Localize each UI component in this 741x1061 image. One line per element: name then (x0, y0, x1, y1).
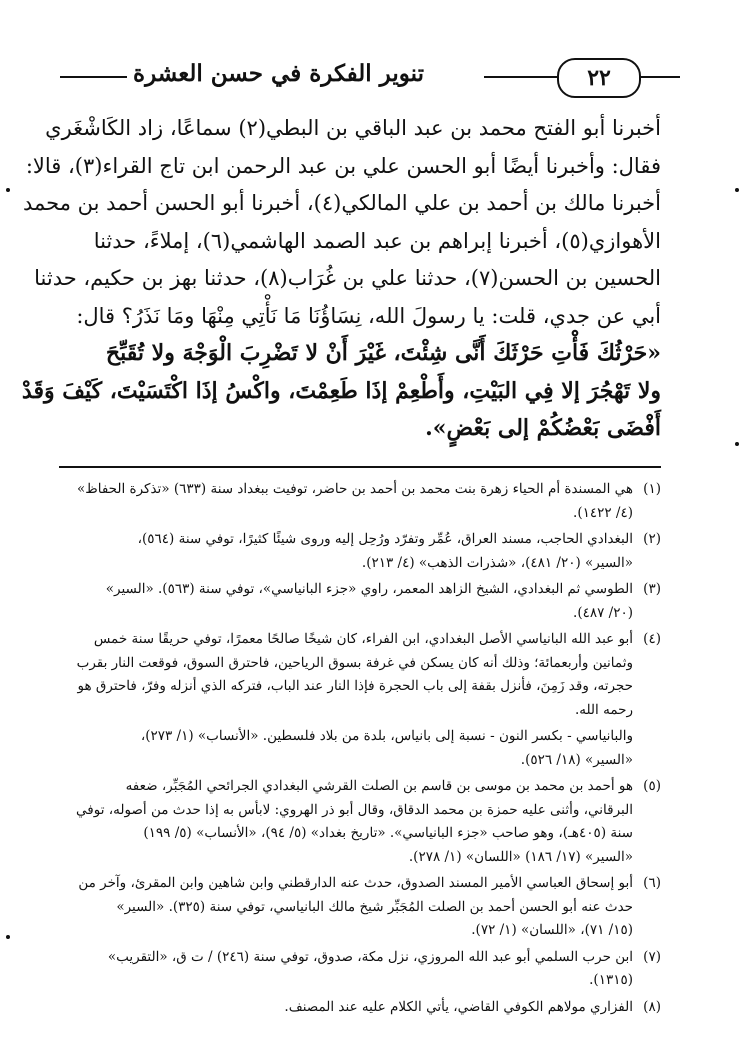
scan-mark (735, 442, 739, 446)
hadith-line: «حَرْثُكَ فَأْتِ حَرْثَكَ أَنَّى شِئْتَ، غَيْرَ أَنْ لا تَضْرِبَ الْوَجْهَ ولا تُقَبِّحَ (105, 340, 661, 366)
running-title: تنوير الفكرة في حسن العشرة (127, 60, 430, 87)
footnote (59, 872, 661, 943)
page-number-badge: ٢٢ (557, 58, 641, 98)
main-text (21, 110, 661, 448)
page-header (60, 52, 680, 100)
footnote-line: أبو عبد الله البانياسي الأصل البغدادي، ابن الفراء، كان شيخًا صالحًا معمرًا، توفي حريقًا سنة خمس (93, 631, 633, 647)
footnote-line: الطوسي ثم البغدادي، الشيخ الزاهد المعمر، راوي «جزء البانياسي»، توفي سنة (٥٦٣). «السير» (105, 581, 633, 597)
footnote-number: (٨) (643, 998, 661, 1015)
footnote-text (59, 946, 633, 993)
footnote-line: وثمانين وأربعمائة؛ وذلك أنه كان يسكن في غرفة بسوق الرياحين، فاحترق السوق، فوقعت النار بقرب (76, 654, 633, 671)
footnotes (59, 478, 661, 1022)
footnote (59, 628, 661, 722)
footnote-line: رحمه الله. (574, 701, 633, 718)
text-line: أبي عن جدي، قلت: يا رسولَ الله، نِسَاؤُنَا مَا نَأْتِي مِنْهَا ومَا نَذَرُ؟ قال: (76, 303, 661, 328)
footnote-text (59, 628, 633, 722)
footnote-line: حدث عنه أبو الحسن أحمد بن الصلت المُجَبِّر شيخ مالك البانياسي، توفي سنة (٣٢٥). «السير» (116, 898, 633, 915)
footnote (59, 478, 661, 525)
text-line: أخبرنا مالك بن أحمد بن علي المالكي(٤)، أخبرنا أبو الحسن أحمد بن محمد (23, 191, 661, 215)
footnote (59, 578, 661, 625)
footnote-separator (59, 466, 661, 468)
footnote-text (59, 578, 633, 625)
footnote-line: سنة (٤٠٥هـ)، وهو صاحب «جزء البانياسي». «تاريخ بغداد» (٥/ ٩٤)، «الأنساب» (٥/ ١٩٩) (143, 825, 633, 841)
footnote-line: هو أحمد بن محمد بن موسى بن قاسم بن الصلت القرشي البغدادي الجرائحي المُجَبِّر، ضعفه (125, 778, 633, 794)
footnote-line: هي المسندة أم الحياء زهرة بنت محمد بن أحمد بن حاضر، توفيت ببغداد سنة (٦٣٣) «تذكرة الحفاظ» (76, 481, 633, 497)
footnote-number: (١) (643, 481, 661, 497)
hadith-line: أَفْضَى بَعْضُكُمْ إلى بَعْضٍ». (425, 415, 661, 441)
footnote-number: (٣) (643, 581, 661, 597)
footnote-line: والبانياسي - بكسر النون - نسبة إلى بانياس، بلدة من بلاد فلسطين. «الأنساب» (١/ ٢٧٣)، (140, 728, 633, 744)
footnote-line: «السير» (١٨/ ٥٢٦). (520, 751, 633, 768)
scan-mark (735, 188, 739, 192)
scan-mark (6, 188, 10, 192)
footnote-line: «السير» (١٧/ ١٨٦) «اللسان» (١/ ٢٧٨). (408, 848, 633, 865)
footnote-number: (٢) (643, 531, 661, 547)
text-line: الأهوازي(٥)، أخبرنا إبراهم بن عبد الصمد الهاشمي(٦)، إملاءً، حدثنا (93, 228, 661, 253)
footnote-number: (٧) (643, 948, 661, 965)
footnote-subnote (59, 725, 633, 772)
footnote (59, 528, 661, 575)
footnote-line: ابن حرب السلمي أبو عبد الله المروزي، نزل مكة، صدوق، توفي سنة (٢٤٦) / ت ق، «التقريب» (107, 948, 633, 965)
footnote-line: الفزاري مولاهم الكوفي القاضي، يأتي الكلام عليه عند المصنف. (284, 998, 633, 1015)
footnote-line: «السير» (٢٠/ ٤٨١)، «شذرات الذهب» (٤/ ٢١٣). (361, 554, 633, 571)
footnote-number: (٦) (643, 875, 661, 891)
footnote-number: (٥) (643, 778, 661, 794)
footnote-number: (٤) (643, 631, 661, 647)
scan-mark (6, 935, 10, 939)
footnote-line: (٢٠/ ٤٨٧). (573, 604, 633, 621)
footnote-text (59, 528, 633, 575)
text-line: أخبرنا أبو الفتح محمد بن عبد الباقي بن البطي(٢) سماعًا، زاد الكَاشْغَري (45, 116, 661, 140)
text-line: فقال: وأخبرنا أيضًا أبو الحسن علي بن عبد الرحمن ابن تاج القراء(٣)، قالا: (25, 153, 661, 178)
footnote-text (59, 478, 633, 525)
footnote (59, 946, 661, 993)
footnote-line: حجرته، وقد زَمِنَ، فأنزل بقفة إلى باب الحجرة فإذا النار عند الباب، فتركه الذي أنزله وفرّ، فاحترق هو (77, 678, 633, 694)
footnote-line: البرقاني، وأثنى عليه حمزة بن محمد الدقاق، وقال أبو ذر الهروي: لابأس به إذا حدث من أصوله، توفي (76, 801, 633, 818)
footnote-line: (٤/ ١٤٢٢). (573, 504, 633, 521)
hadith-line: ولا تَهْجُرَ إلا فِي البَيْتِ، وأَطْعِمْ إذَا طَعِمْتَ، واكْسُ إذَا اكْتَسَيْتَ، كَيْفَ وَقَدْ (21, 377, 661, 404)
footnote-text (59, 996, 633, 1020)
footnote-line: أبو إسحاق العباسي الأمير المسند الصدوق، حدث عنه الدارقطني وابن شاهين وابن المقرئ، وآخر من (78, 875, 633, 891)
footnote-text (59, 775, 633, 869)
footnote-line: البغدادي الحاجب، مسند العراق، عُمِّر وتفرّد ورُحِل إليه وروى شيئًا كثيرًا، توفي سنة (٥٦٤)، (137, 531, 633, 547)
footnote (59, 775, 661, 869)
footnote-line: (١٣١٥). (589, 972, 633, 988)
footnote-text (59, 872, 633, 943)
footnote-line: (١٥/ ٧١)، «اللسان» (١/ ٧٢). (471, 922, 633, 938)
footnote (59, 996, 661, 1020)
text-line: الحسين بن الحسن(٧)، حدثنا علي بن غُرَاب(٨)، حدثنا بهز بن حكيم، حدثنا (34, 266, 661, 290)
